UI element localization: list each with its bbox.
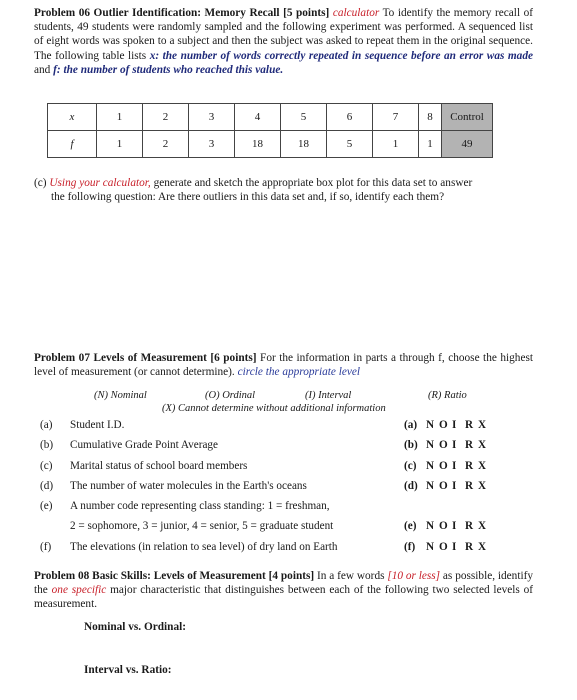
list-item [40,539,337,555]
choice-row-b [404,437,491,453]
table-header-f: f [48,131,97,158]
table-cell: 3 [189,104,235,131]
option-r[interactable]: R [465,439,474,451]
table-header-x: x [48,104,97,131]
table-cell: 8 [419,104,442,131]
list-item [40,478,307,494]
circle-instruction: circle the appropriate level [237,366,361,379]
option-n[interactable]: N [426,480,435,492]
option-o[interactable]: O [439,460,448,472]
option-n[interactable]: N [426,541,435,553]
option-r[interactable]: R [465,480,474,492]
option-o[interactable]: O [439,439,448,451]
option-i[interactable]: I [452,460,457,472]
option-r[interactable]: R [465,520,474,532]
choice-row-d [404,478,491,494]
option-i[interactable]: I [452,419,457,431]
option-i[interactable]: I [452,520,457,532]
choice-tag: (a) [404,419,418,431]
one-specific-emphasis: one specific [51,584,107,597]
problem-08-heading: Problem 08 Basic Skills: Levels of Measurement [4 points] [34,570,315,582]
problem-08-intro [34,569,533,612]
problem-08-text: following two selected levels of measurement. [34,584,534,611]
item-label: (a) [40,419,53,431]
choice-row-e [404,518,491,534]
table-cell: 4 [235,104,281,131]
choice-row-f [404,539,491,555]
item-text: A number code representing class standing: 1 = freshman, [70,500,330,512]
option-o[interactable]: O [439,419,448,431]
choice-tag: (d) [404,480,418,492]
problem-06-text: recall of students, 49 students were randomly sampled and the following experiment was [34,7,534,34]
level-interval: (I) Interval [305,390,352,401]
problem-06-text: and [34,63,51,76]
option-x[interactable]: X [478,520,487,532]
option-x[interactable]: X [478,439,487,451]
item-text: The elevations (in relation to sea level) of dry land on Earth [70,541,338,553]
table-cell: 3 [189,131,235,158]
option-o[interactable]: O [439,541,448,553]
option-x[interactable]: X [478,480,487,492]
choice-tag: (f) [404,541,416,553]
x-definition: repeated in sequence before an error was made [308,49,533,62]
option-x[interactable]: X [478,541,487,553]
table-cell: 6 [327,104,373,131]
option-n[interactable]: N [426,520,435,532]
part-label: (c) [34,177,47,189]
table-cell: 1 [419,131,442,158]
table-cell: 5 [281,104,327,131]
list-item [40,458,247,474]
table-control-label: Control [442,104,493,131]
list-item [40,518,333,534]
problem-06-text: performed. A sequenced list of eight words was spoken to a subject and then the subject was asked [34,21,533,48]
option-o[interactable]: O [439,520,448,532]
problem-06-text: To identify the memory [382,7,492,19]
item-text: 2 = sophomore, 3 = junior, 4 = senior, 5 = graduate student [70,520,334,532]
option-o[interactable]: O [439,480,448,492]
problem-06-part-c [34,176,533,204]
question-nominal-vs-ordinal: Nominal vs. Ordinal: [84,621,186,633]
item-label: (b) [40,439,54,451]
word-limit: [10 or less] [387,570,441,582]
f-definition: f: the number of students who reached this [53,63,253,76]
option-n[interactable]: N [426,439,435,451]
frequency-table [47,103,493,158]
problem-07-intro [34,351,533,379]
problem-08-text: major characteristic that distinguishes between each of the [110,584,381,597]
option-r[interactable]: R [465,460,474,472]
item-label: (d) [40,480,54,492]
problem-06-text: to repeat them in the original sequence. The following table lists [34,35,533,62]
level-ratio: (R) Ratio [428,390,467,401]
item-text: Cumulative Grade Point Average [70,439,218,451]
option-i[interactable]: I [452,480,457,492]
question-interval-vs-ratio: Interval vs. Ratio: [84,664,172,676]
choice-row-a [404,417,491,433]
problem-07-text: For the information in parts a through f, choose the [260,352,497,364]
part-c-text: the following question: Are there outliers in this data set and, if so, identify each them? [51,191,445,204]
problem-08-text: as [442,570,453,582]
choice-tag: (e) [404,520,417,532]
table-control-value: 49 [442,131,493,158]
option-x[interactable]: X [478,419,487,431]
table-cell: 1 [97,131,143,158]
item-label: (f) [40,541,52,553]
choice-row-c [404,458,491,474]
problem-08-text: In a few words [317,570,385,582]
option-i[interactable]: I [452,439,457,451]
item-text: Marital status of school board members [70,460,248,472]
table-cell: 2 [143,104,189,131]
calculator-emphasis: Using your calculator, [49,177,151,189]
level-cannot-determine: (X) Cannot determine without additional information [162,403,386,414]
table-cell: 5 [327,131,373,158]
list-item [40,417,124,433]
list-item [40,498,330,514]
calculator-note: calculator [332,7,380,19]
problem-06-heading: Problem 06 Outlier Identification: Memory Recall [5 points] [34,7,330,19]
part-c-text: generate and sketch the appropriate box plot for this data set to answer [153,177,473,189]
problem-06-intro [34,6,533,77]
table-row-x [48,104,493,131]
table-row-f [48,131,493,158]
table-cell: 18 [235,131,281,158]
problem-07-heading: Problem 07 Levels of Measurement [6 points] [34,352,257,364]
table-cell: 2 [143,131,189,158]
choice-tag: (c) [404,460,417,472]
option-n[interactable]: N [426,419,435,431]
x-definition: x: the number of words correctly [149,49,306,62]
item-text: The number of water molecules in the Earth's oceans [70,480,307,492]
problem-07-text: highest level of measurement (or cannot determine). [34,352,533,379]
option-r[interactable]: R [465,541,474,553]
choice-tag: (b) [404,439,418,451]
item-label: (e) [40,500,53,512]
level-ordinal: (O) Ordinal [205,390,256,401]
table-cell: 1 [97,104,143,131]
option-r[interactable]: R [465,419,474,431]
level-nominal: (N) Nominal [94,390,147,401]
item-label: (c) [40,460,53,472]
option-i[interactable]: I [452,541,457,553]
problem-08-text: possible, identify the [34,570,534,597]
option-n[interactable]: N [426,460,435,472]
f-definition: value. [255,63,284,76]
option-x[interactable]: X [478,460,487,472]
list-item [40,437,218,453]
table-cell: 1 [373,131,419,158]
item-text: Student I.D. [70,419,125,431]
table-cell: 7 [373,104,419,131]
table-cell: 18 [281,131,327,158]
